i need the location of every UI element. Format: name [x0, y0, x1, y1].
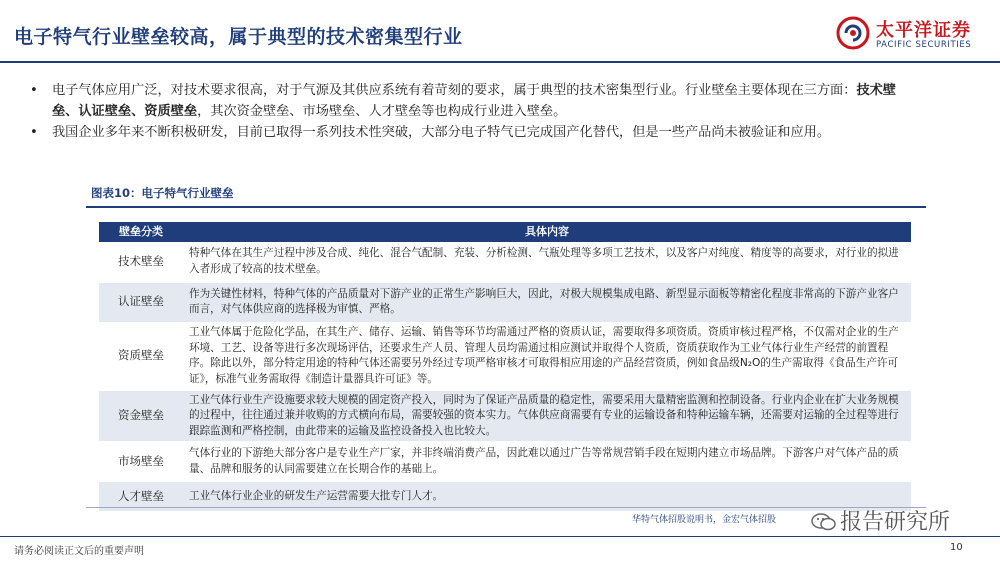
row-category: 市场壁垒: [99, 442, 183, 482]
bullet-1-bold: 技术壁垒、认证壁垒、资质壁垒: [52, 83, 896, 119]
source-divider: [86, 507, 926, 508]
figure-title: 图表10：电子特气行业壁垒: [91, 186, 234, 200]
bullet-item-1: [30, 80, 920, 122]
footer-disclaimer: 请务必阅读正文后的重要声明: [14, 546, 144, 557]
figure-title-divider: [86, 206, 926, 208]
header-divider: [0, 61, 1000, 63]
row-content: 气体行业的下游绝大部分客户是专业生产厂家，并非终端消费产品，因此难以通过广告等常规营销手段在短期内建立市场品牌。下游客户对气体产品的质量、品牌和服务的认同需要建立在长期合作的基础上。: [183, 442, 911, 482]
table-row: [99, 242, 911, 282]
row-category: 人才壁垒: [99, 482, 183, 512]
wechat-icon: [811, 512, 837, 532]
bullet-dot-icon: •: [30, 125, 38, 140]
table-header-row: [99, 222, 911, 242]
column-header-category: 壁垒分类: [99, 222, 183, 242]
bullet-1-text: 电子气体应用广泛，对技术要求很高，对于气源及其供应系统有着苛刻的要求，属于典型的技术密集型行业。行业壁垒主要体现在三方面：: [52, 83, 857, 98]
table-row: [99, 322, 911, 390]
table-row: [99, 282, 911, 322]
table-row: [99, 442, 911, 482]
page-title: 电子特气行业壁垒较高，属于典型的技术密集型行业: [14, 26, 463, 48]
row-content: 工业气体行业生产设施要求较大规模的固定资产投入，同时为了保证产品质量的稳定性，需要采用大量精密监测和控制设备。行业内企业在扩大业务规模的过程中，往往通过兼并收购的方式横向布局，需要较强的资本实力。气体供应商需要有专业的运输设备和特种运输车辆，还需要对运输的全过程等进行跟踪监测和严格控制，由此带来的运输及监控设备投入也比较大。: [183, 390, 911, 442]
row-category: 资质壁垒: [99, 322, 183, 390]
header: [0, 0, 1000, 62]
logo-chinese-name: 太平洋证券: [876, 20, 971, 41]
row-content: 工业气体行业企业的研发生产运营需要大批专门人才。: [183, 482, 911, 512]
bullet-1-tail: ，其次资金壁垒、市场壁垒、人才壁垒等也构成行业进入壁垒。: [197, 104, 567, 119]
row-category: 资金壁垒: [99, 390, 183, 442]
footer-divider: [0, 536, 1000, 537]
page-number: 10: [950, 542, 963, 553]
row-content: 作为关键性材料，特种气体的产品质量对下游产业的正常生产影响巨大，因此，对极大规模集成电路、新型显示面板等精密化程度非常高的下游产业客户而言，对气体供应商的选择极为审慎、严格。: [183, 282, 911, 322]
row-content: 特种气体在其生产过程中涉及合成、纯化、混合气配制、充装、分析检测、气瓶处理等多项工艺技术，以及客户对纯度、精度等的高要求，对行业的拟进入者形成了较高的技术壁垒。: [183, 242, 911, 282]
bullet-2-text: 我国企业多年来不断积极研发，目前已取得一系列技术性突破，大部分电子特气已完成国产化替代，但是一些产品尚未被验证和应用。: [52, 125, 831, 140]
bullet-list: [30, 80, 920, 143]
pacific-logo-icon: [836, 16, 870, 50]
table-row: [99, 390, 911, 442]
watermark-text: 报告研究所: [840, 510, 951, 535]
row-content: 工业气体属于危险化学品，在其生产、储存、运输、销售等环节均需通过严格的资质认证，需要取得多项资质。资质审核过程严格，不仅需对企业的生产环境、工艺、设备等进行多次现场评估，还要求生产人员、管理人员均需通过相应测试并取得个人资质，资质获取作为工业气体行业生产经营的前置程序。除此以外，部分特定用途的特种气体还需要另外经过专项严格审核才可取得相应用途的产品经营资质，例如食品级N₂O的生产需取得《食品生产许可证》，标准气业务需取得《制造计量器具许可证》等。: [183, 322, 911, 390]
company-logo: [836, 12, 986, 56]
bullet-item-2: [30, 122, 920, 143]
row-category: 技术壁垒: [99, 242, 183, 282]
bullet-dot-icon: •: [30, 83, 38, 98]
barrier-table: [99, 222, 911, 512]
figure-source: 华特气体招股说明书，金宏气体招股: [632, 515, 777, 525]
row-category: 认证壁垒: [99, 282, 183, 322]
logo-english-name: PACIFIC SECURITIES: [876, 40, 972, 50]
column-header-content: 具体内容: [183, 222, 911, 242]
